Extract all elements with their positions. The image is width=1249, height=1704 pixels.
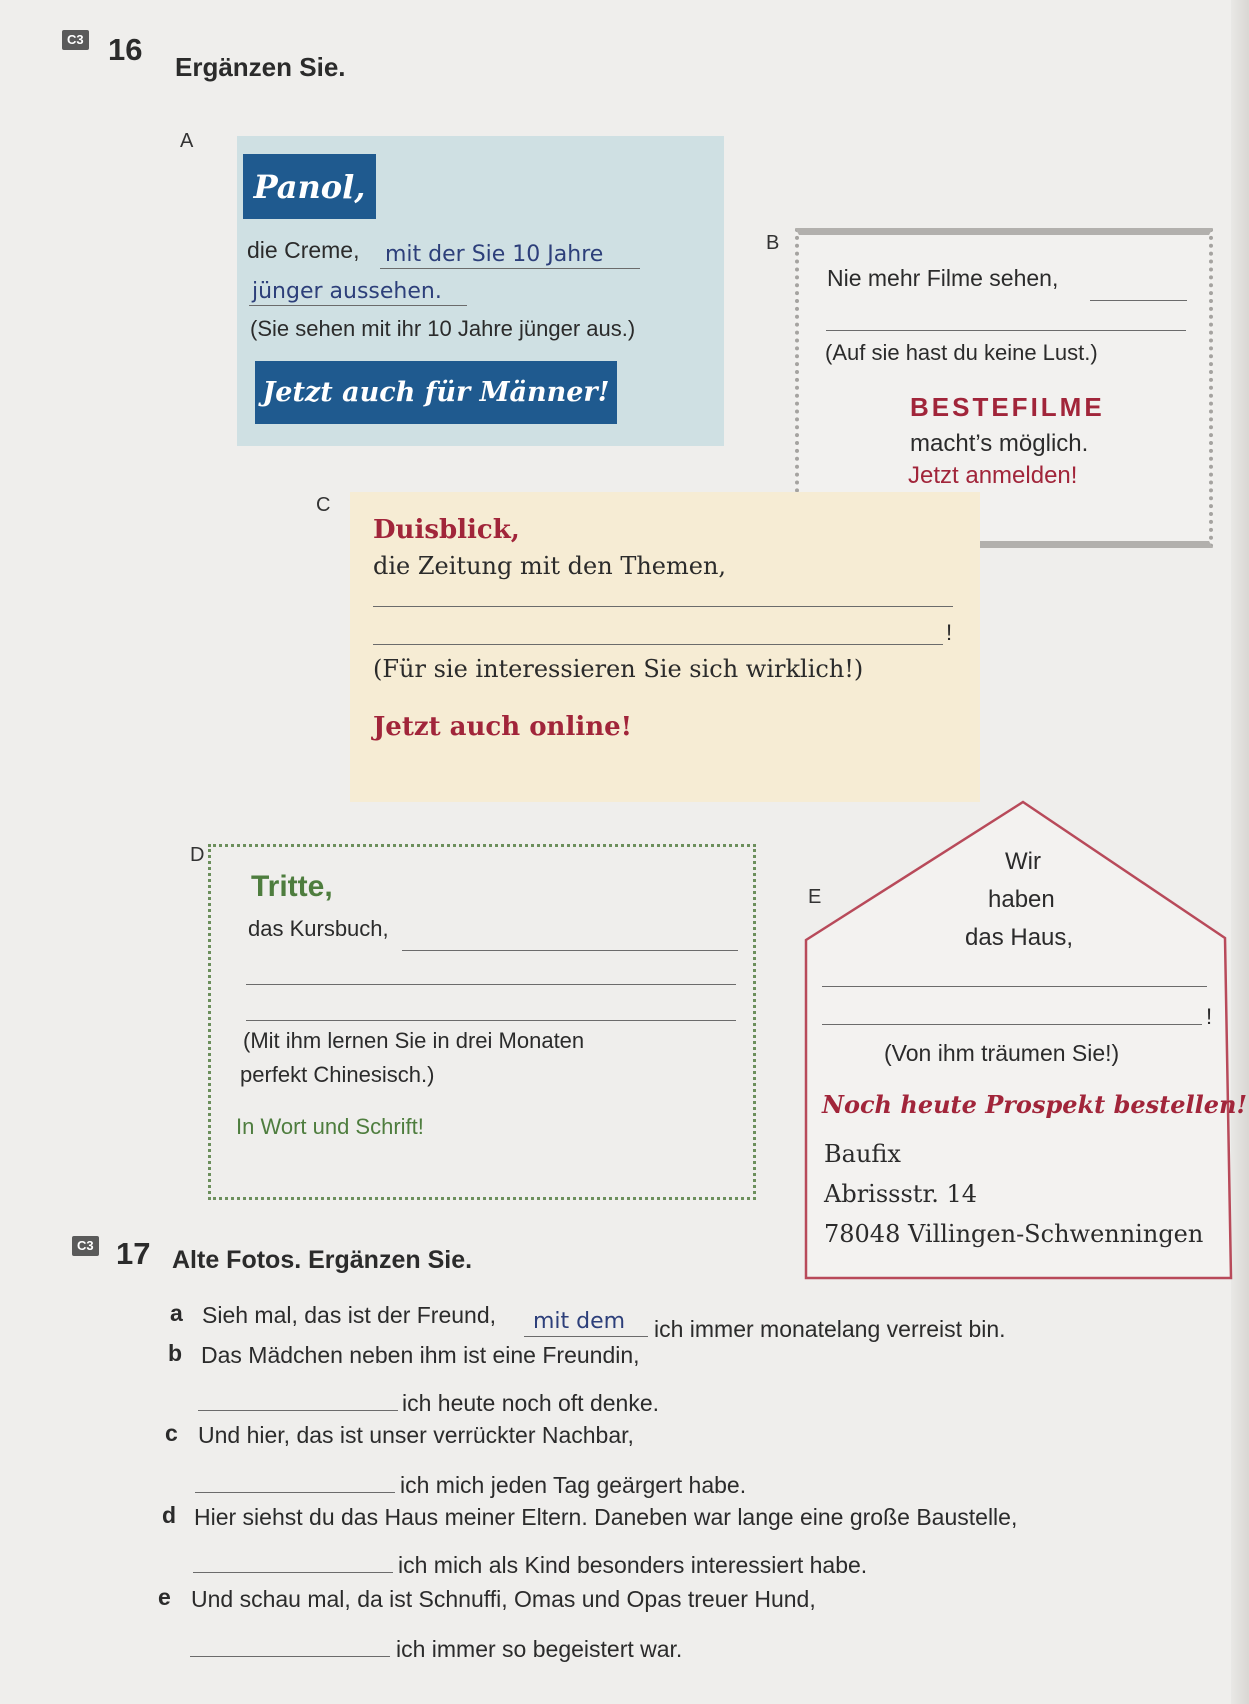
item-e-blank [190, 1656, 390, 1657]
ad-e-company: Baufix [824, 1140, 901, 1168]
ad-e-blank-1 [822, 986, 1207, 987]
ad-letter-d: D [190, 844, 205, 866]
ad-b-line1: Nie mehr Filme sehen, [827, 265, 1059, 291]
ad-b-tagline: macht’s möglich. [910, 430, 1089, 457]
item-b-text-2: ich heute noch oft denke. [402, 1390, 660, 1416]
ad-letter-c: C [316, 494, 331, 516]
ad-e-exclaim: ! [1206, 1004, 1213, 1029]
item-e-text-2: ich immer so begeistert war. [396, 1636, 683, 1662]
item-letter-a: a [170, 1300, 183, 1326]
item-c-text-2: ich mich jeden Tag geärgert habe. [400, 1472, 747, 1498]
ad-b-brand: BESTEFILME [910, 392, 1105, 422]
item-letter-b: b [168, 1340, 183, 1366]
ad-e-city: 78048 Villingen-Schwenningen [824, 1220, 1204, 1248]
ad-b-hint: (Auf sie hast du keine Lust.) [825, 340, 1098, 365]
item-c-text-1: Und hier, das ist unser verrückter Nachbar, [198, 1422, 634, 1448]
ad-d-blank-2 [246, 984, 736, 985]
item-a-text-2: ich immer monatelang verreist bin. [654, 1316, 1006, 1342]
exercise-17-tag: C3 [72, 1236, 99, 1256]
item-d-blank [193, 1572, 393, 1573]
item-d-text-1: Hier siehst du das Haus meiner Eltern. Daneben war lange eine große Baustelle, [194, 1504, 1018, 1530]
ad-a-brand: Panol, [243, 154, 376, 219]
ad-d-hint-2: perfekt Chinesisch.) [240, 1062, 435, 1087]
ad-b-cta: Jetzt anmelden! [908, 462, 1078, 489]
item-a-answer-line [524, 1336, 648, 1337]
ad-letter-a: A [180, 130, 194, 152]
item-a-answer: mit dem [533, 1309, 626, 1334]
ad-d-hint-1: (Mit ihm lernen Sie in drei Monaten [243, 1028, 585, 1053]
ad-a-line1: die Creme, [247, 237, 360, 263]
exercise-tag: C3 [62, 30, 89, 50]
ad-e-line3: das Haus, [965, 924, 1074, 951]
item-letter-e: e [158, 1584, 171, 1610]
ad-a-answer-2: jünger aussehen. [252, 279, 442, 304]
ad-e-hint: (Von ihm träumen Sie!) [884, 1040, 1120, 1066]
ad-d-slogan: In Wort und Schrift! [236, 1114, 424, 1139]
ad-d-blank-1 [402, 950, 738, 951]
ad-c-exclaim: ! [946, 620, 953, 645]
ad-letter-b: B [766, 232, 780, 254]
ad-a-answer-1: mit der Sie 10 Jahre [385, 242, 604, 267]
ad-e-slogan: Noch heute Prospekt bestellen! [822, 1090, 1247, 1119]
ad-a-answer-line-2 [249, 305, 467, 306]
ad-b-blank-2 [826, 330, 1186, 331]
exercise-number: 16 [108, 32, 143, 67]
item-letter-c: c [165, 1420, 178, 1446]
ad-a-hint: (Sie sehen mit ihr 10 Jahre jünger aus.) [250, 316, 636, 341]
item-d-text-2: ich mich als Kind besonders interessiert habe. [398, 1552, 868, 1578]
ad-d-blank-3 [246, 1020, 736, 1021]
ad-c-blank-1 [373, 606, 953, 607]
item-e-text-1: Und schau mal, da ist Schnuffi, Omas und Opas treuer Hund, [191, 1586, 816, 1612]
item-b-blank [198, 1410, 398, 1411]
exercise-17-number: 17 [116, 1236, 151, 1271]
item-b-text-1: Das Mädchen neben ihm ist eine Freundin, [201, 1342, 640, 1368]
ad-d-brand: Tritte, [251, 870, 333, 903]
item-c-blank [195, 1492, 395, 1493]
ad-c-hint: (Für sie interessieren Sie sich wirklich!) [373, 655, 864, 683]
ad-a-slogan: Jetzt auch für Männer! [255, 361, 617, 424]
ad-c-blank-2 [373, 644, 943, 645]
ad-c-line1: die Zeitung mit den Themen, [373, 552, 727, 580]
item-a-text-1: Sieh mal, das ist der Freund, [202, 1302, 497, 1328]
ad-e-blank-2 [822, 1024, 1202, 1025]
ad-e-line1: Wir [1005, 848, 1041, 875]
ad-d-line1: das Kursbuch, [248, 916, 389, 941]
item-letter-d: d [162, 1502, 177, 1528]
ad-c-slogan: Jetzt auch online! [373, 712, 633, 742]
ad-a-answer-line-1 [380, 268, 640, 269]
ad-e-line2: haben [988, 886, 1055, 913]
exercise-title: Ergänzen Sie. [175, 52, 346, 82]
exercise-17-title: Alte Fotos. Ergänzen Sie. [172, 1246, 473, 1274]
ad-letter-e: E [808, 886, 822, 908]
ad-b-blank-1 [1090, 300, 1187, 301]
ad-c-brand: Duisblick, [373, 515, 520, 545]
ad-e-street: Abrissstr. 14 [824, 1180, 978, 1208]
